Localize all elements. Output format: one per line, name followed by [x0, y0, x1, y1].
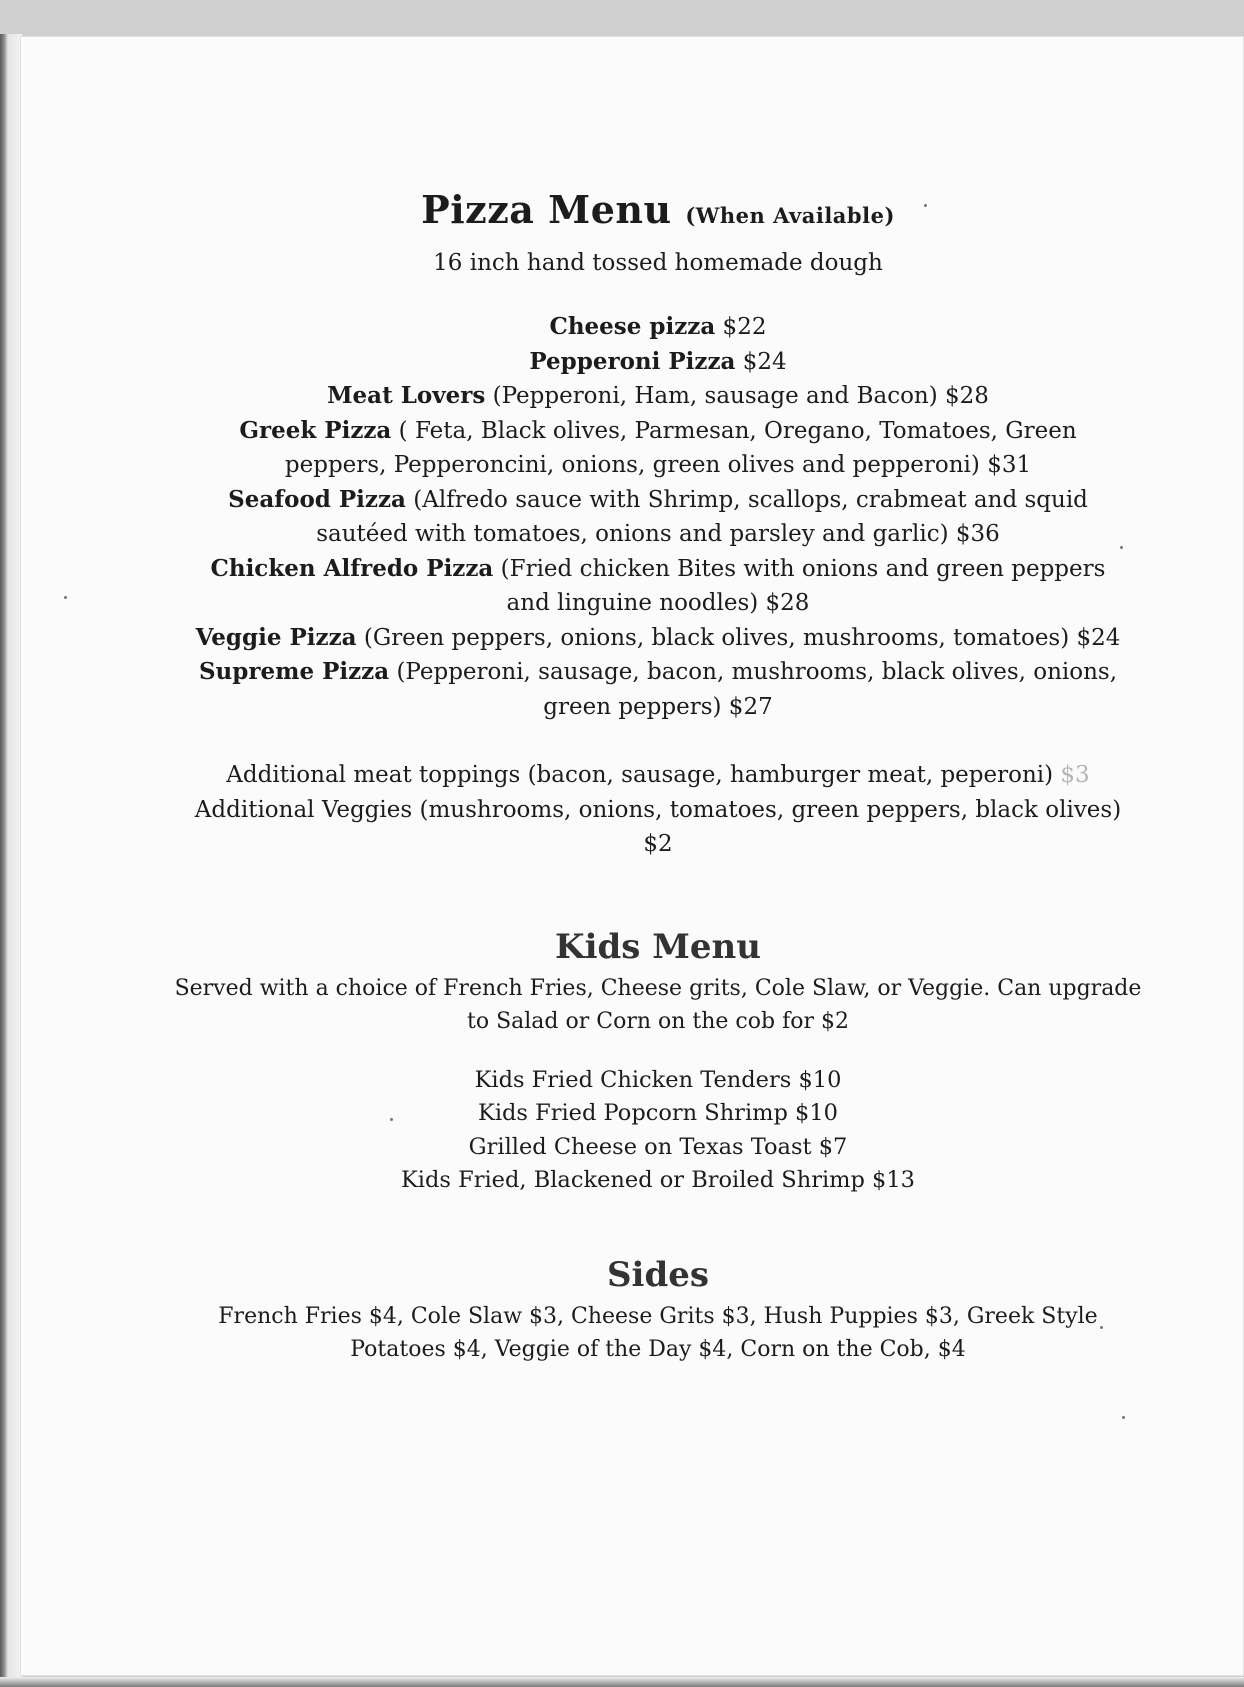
- pizza-item-description: (Pepperoni, sausage, bacon, mushrooms, black olives, onions, green peppers) $27: [389, 659, 1118, 720]
- pizza-menu-heading: [160, 180, 1156, 246]
- paper-speck: [64, 596, 67, 599]
- kids-item: Grilled Cheese on Texas Toast $7: [468, 1133, 848, 1160]
- menu-content: [160, 180, 1156, 1366]
- pizza-item-greek: [188, 414, 1128, 483]
- addon-text: Additional meat toppings (bacon, sausage, hamburger meat, peperoni): [226, 762, 1054, 788]
- pizza-item-meat-lovers: [188, 379, 1128, 414]
- addon-text: Additional Veggies (mushrooms, onions, tomatoes, green peppers, black olives): [194, 796, 1122, 823]
- addon-meat-toppings: [188, 758, 1128, 793]
- addon-text: $2: [643, 831, 673, 857]
- pizza-item-name: Meat Lovers: [327, 382, 486, 409]
- pizza-item-description: (Pepperoni, Ham, sausage and Bacon) $28: [485, 383, 989, 409]
- pizza-addons-list: [160, 758, 1156, 862]
- pizza-item-pepperoni: [188, 345, 1128, 380]
- kids-item: Kids Fried Chicken Tenders $10: [474, 1066, 842, 1093]
- pizza-item-seafood: [188, 483, 1128, 552]
- sides-title: Sides: [606, 1254, 710, 1295]
- kids-menu-title: Kids Menu: [555, 926, 761, 967]
- pizza-item-name: Pepperoni Pizza: [529, 347, 736, 375]
- pizza-item-name: Greek Pizza: [239, 416, 392, 444]
- pizza-menu-availability-note: (When Available): [685, 203, 895, 228]
- pizza-item-cheese: [188, 310, 1128, 345]
- pizza-item-name: Chicken Alfredo Pizza: [210, 554, 494, 582]
- paper-speck: [1122, 1416, 1125, 1419]
- page-edge-bottom: [0, 1677, 1244, 1687]
- sides-list: French Fries $4, Cole Slaw $3, Cheese Grits $3, Hush Puppies $3, Greek Style Potatoes $4, Veggie of the Day $4, Corn on the Cob, $4: [218, 1303, 1098, 1362]
- pizza-item-chicken-alfredo: [188, 552, 1128, 621]
- pizza-item-description: $22: [715, 314, 767, 340]
- kids-item: Kids Fried Popcorn Shrimp $10: [478, 1100, 838, 1126]
- kids-item: Kids Fried, Blackened or Broiled Shrimp $13: [401, 1167, 915, 1193]
- pizza-item-name: Seafood Pizza: [228, 485, 406, 513]
- pizza-item-description: (Fried chicken Bites with onions and green peppers and linguine noodles) $28: [493, 555, 1106, 616]
- kids-menu-description: Served with a choice of French Fries, Cheese grits, Cole Slaw, or Veggie. Can upgrade to Salad or Corn on the cob for $2: [174, 975, 1142, 1034]
- pizza-item-name: Veggie Pizza: [195, 623, 357, 651]
- page-edge-shadow: [0, 34, 22, 1684]
- addon-veggies: [188, 793, 1128, 828]
- pizza-item-supreme: [188, 655, 1128, 724]
- pizza-item-description: ( Feta, Black olives, Parmesan, Oregano, Tomatoes, Green peppers, Pepperoncini, onions, green olives and pepperoni) $31: [284, 417, 1077, 478]
- pizza-item-name: Cheese pizza: [549, 313, 716, 340]
- pizza-item-veggie: [188, 621, 1128, 656]
- addon-veggies-price: [188, 827, 1128, 862]
- pizza-item-description: (Alfredo sauce with Shrimp, scallops, crabmeat and squid sautéed with tomatoes, onions and parsley and garlic) $36: [316, 486, 1088, 547]
- pizza-item-description: $24: [735, 348, 787, 375]
- pizza-item-name: Supreme Pizza: [198, 658, 390, 685]
- pizza-item-description: (Green peppers, onions, black olives, mushrooms, tomatoes) $24: [356, 624, 1121, 651]
- pizza-menu-subtitle: 16 inch hand tossed homemade dough: [433, 250, 883, 276]
- pizza-items-list: [160, 310, 1156, 724]
- kids-items-list: [160, 1064, 1156, 1198]
- addon-price-faded: $3: [1053, 762, 1090, 788]
- pizza-menu-title: Pizza Menu: [421, 187, 672, 232]
